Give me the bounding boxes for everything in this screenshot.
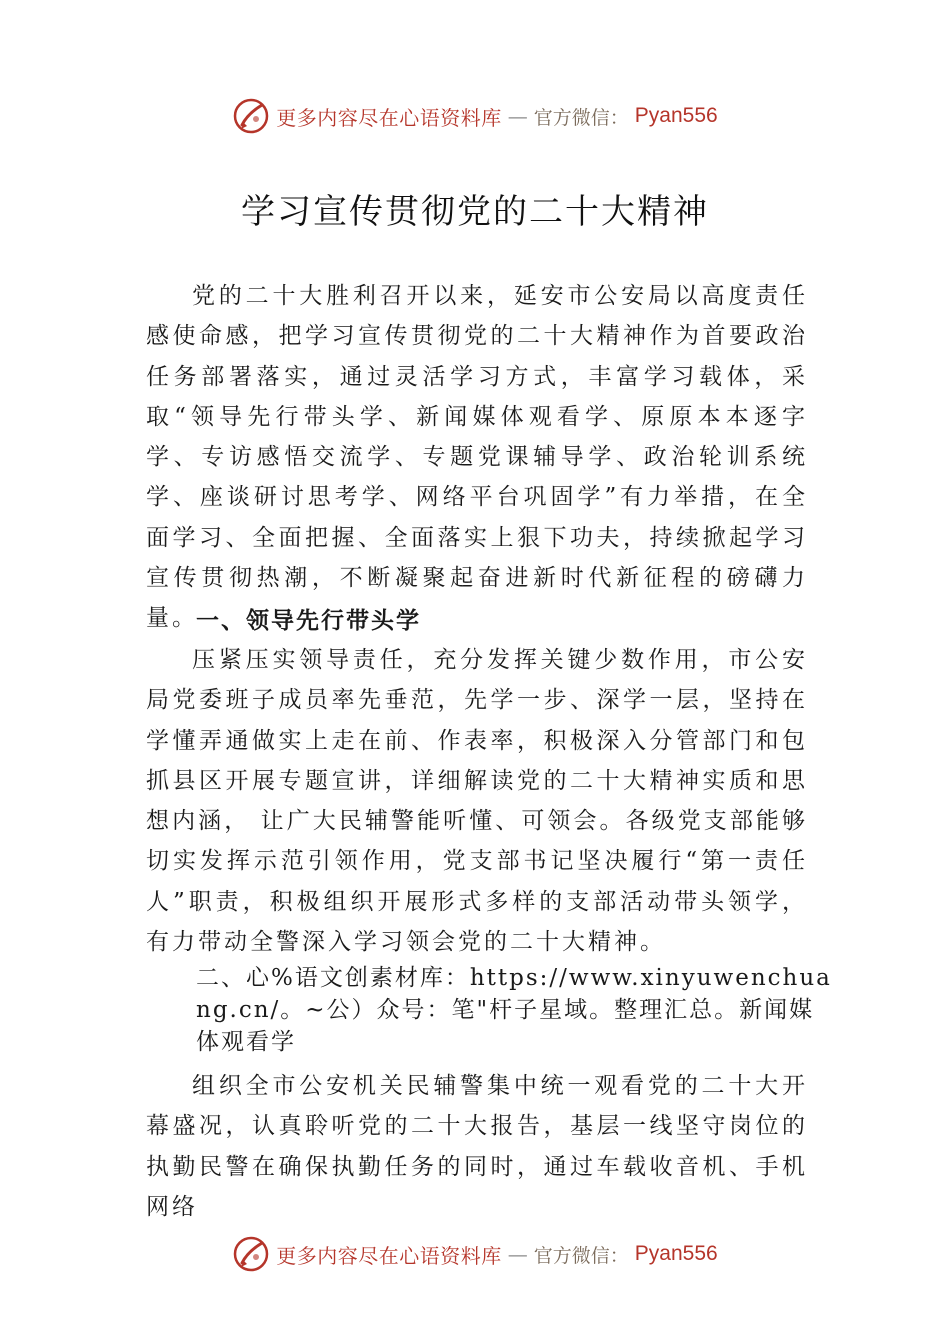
section2-heading: 二、心%语文创素材库：https://www.xinyuwenchuang.cn/。~公）众号：笔"杆子星域。整理汇总。新闻媒体观看学: [196, 965, 832, 1055]
banner-separator: —: [507, 104, 528, 128]
document-title: 学习宣传贯彻党的二十大精神: [241, 192, 709, 232]
banner-wechat-label: 官方微信：: [533, 1244, 629, 1267]
banner-wechat-id: Pyan556: [634, 104, 718, 127]
banner-main-text: 更多内容尽在心语资料库: [276, 105, 502, 130]
brush-logo-icon: [232, 97, 270, 135]
section1-paragraph: 压紧压实领导责任，充分发挥关键少数作用，市公安局党委班子成员率先垂范，先学一步、深学一层，坚持在学懂弄通做实上走在前、作表率，积极深入分管部门和包抓县区开展专题宣讲，详细解读党的二十大精神实质和思想内涵， 让广大民辅警能听懂、可领会。各级党支部能够切实发挥示范引领作用，党支部书记坚决履行“第一责任人”职责，积极组织开展形式多样的支部活动带头领学，有力带动全警深入学习领会党的二十大精神。: [146, 647, 808, 956]
banner-wechat-id: Pyan556: [634, 1242, 718, 1265]
section2-paragraph: 组织全市公安机关民辅警集中统一观看党的二十大开幕盛况，认真聆听党的二十大报告，基层一线坚守岗位的执勤民警在确保执勤任务的同时，通过车载收音机、手机网络: [146, 1073, 808, 1220]
banner-main-text: 更多内容尽在心语资料库: [276, 1243, 502, 1268]
footer-banner: [0, 1232, 950, 1276]
header-banner: [0, 94, 950, 138]
banner-wechat-label: 官方微信：: [533, 106, 629, 129]
brush-logo-icon: [232, 1235, 270, 1273]
intro-paragraph: 党的二十大胜利召开以来，延安市公安局以高度责任感使命感，把学习宣传贯彻党的二十大精神作为首要政治任务部署落实，通过灵活学习方式，丰富学习载体，采取“领导先行带头学、新闻媒体观看学、原原本本逐字学、专访感悟交流学、专题党课辅导学、政治轮训系统学、座谈研讨思考学、网络平台巩固学”有力举措，在全面学习、全面把握、全面落实上狠下功夫，持续掀起学习宣传贯彻热潮，不断凝聚起奋进新时代新征程的磅礴力量。: [146, 283, 808, 632]
banner-separator: —: [507, 1242, 528, 1266]
section1-heading: 一、领导先行带头学: [196, 608, 421, 634]
